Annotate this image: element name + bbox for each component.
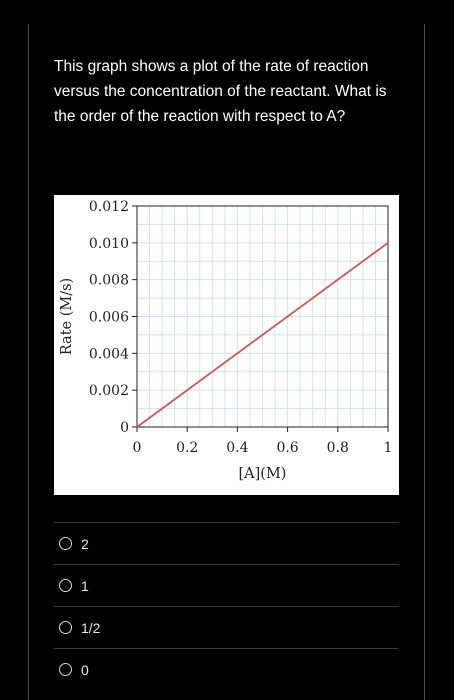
option-label: 1/2 (81, 619, 101, 636)
x-tick-label: 1 (383, 440, 393, 456)
radio-icon[interactable] (59, 663, 72, 676)
y-tick-label: 0.002 (88, 383, 129, 400)
option-label: 2 (81, 535, 89, 552)
option-half[interactable] (54, 606, 399, 648)
y-tick-label: 0.004 (88, 346, 129, 363)
option-1[interactable] (54, 564, 399, 606)
y-tick-label: 0.010 (88, 235, 129, 252)
y-tick-label: 0.012 (88, 199, 129, 215)
x-tick-label: 0 (132, 440, 142, 456)
x-tick-label: 0.4 (226, 440, 249, 456)
card-left-border (28, 24, 29, 700)
x-tick-label: 0.8 (326, 440, 349, 456)
x-tick-label: 0.2 (176, 440, 199, 456)
option-2[interactable] (54, 522, 399, 564)
option-label: 1 (81, 577, 89, 594)
radio-icon[interactable] (59, 537, 72, 550)
option-0[interactable] (54, 648, 399, 690)
y-axis-label: Rate (M/s) (59, 277, 75, 356)
rate-chart (54, 195, 399, 495)
chart-svg (54, 195, 399, 495)
x-axis-label: [A](M) (238, 466, 287, 482)
radio-icon[interactable] (59, 579, 72, 592)
y-tick-label: 0.008 (88, 272, 129, 289)
card-right-border (424, 24, 425, 700)
y-tick-label: 0 (120, 420, 129, 436)
answer-options (54, 522, 399, 690)
question-text: This graph shows a plot of the rate of reaction versus the concentration of the reactant. What is the order of the reaction with respect to A? (54, 58, 387, 125)
option-label: 0 (81, 661, 89, 678)
radio-icon[interactable] (59, 621, 72, 634)
x-tick-label: 0.6 (276, 440, 299, 456)
y-tick-label: 0.006 (88, 309, 129, 326)
